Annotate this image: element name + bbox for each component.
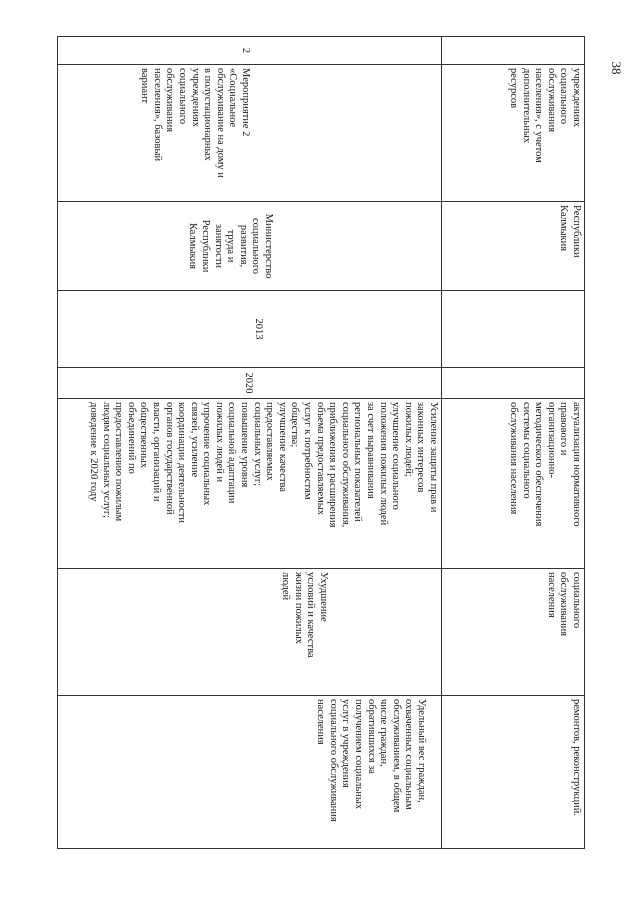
end-year-cell xyxy=(442,368,585,399)
table-row xyxy=(442,37,585,849)
program-table xyxy=(57,36,585,849)
end-year-cell: 2020 xyxy=(58,368,442,399)
expected-result-cell: Усиление защиты прав и законных интересов пожилых людей; улучшение социального положения пожилых людей за счет выравнивания региональных показателей социального обслуживания, приближения и расширения объема предоставляемых услуг к потребностям общества; улучшение качества предоставляемых социальных услуг; повышение уровня социальной адаптации пожилых людей и упрочение социальных связей, усиление координации деятельности органов государственной власти, организаций и общественных объединений по предоставлению пожилым людям социальных услуг; доведение к 2020 году xyxy=(58,399,442,569)
page-number-text: 38 xyxy=(609,61,624,75)
indicators-cell: ремонтов, реконструкций. xyxy=(442,696,585,849)
rotated-table-container xyxy=(58,36,585,848)
start-year-cell xyxy=(442,291,585,368)
page-number xyxy=(604,48,628,88)
consequences-cell: Ухудшение условий и качества жизни пожилых людей xyxy=(58,569,442,696)
table-row xyxy=(58,37,442,849)
executor-cell: Министерство социального развития, труда и занятости Республики Калмыкия xyxy=(58,202,442,291)
executor-cell: Республики Калмыкия xyxy=(442,202,585,291)
expected-result-cell: актуализация нормативного правового и организационно- методического обеспечения системы социального обслуживания населения xyxy=(442,399,585,569)
indicators-cell: Удельный вес граждан, охваченных социальным обслуживанием, в общем числе граждан, обратившихся за получением социальных услуг в учреждения социального обслуживания населения xyxy=(58,696,442,849)
consequences-cell: социального обслуживания населения xyxy=(442,569,585,696)
row-number-cell xyxy=(442,37,585,65)
row-number-cell: 2 xyxy=(58,37,442,65)
event-name-cell: Мероприятие 2 «Социальное обслуживание на дому и в полустационарных учреждениях социального обслуживания населения», базовый вариант xyxy=(58,65,442,202)
event-name-cell: учреждениях социального обслуживания населения», с учетом дополнительных ресурсов xyxy=(442,65,585,202)
start-year-cell: 2013 xyxy=(58,291,442,368)
